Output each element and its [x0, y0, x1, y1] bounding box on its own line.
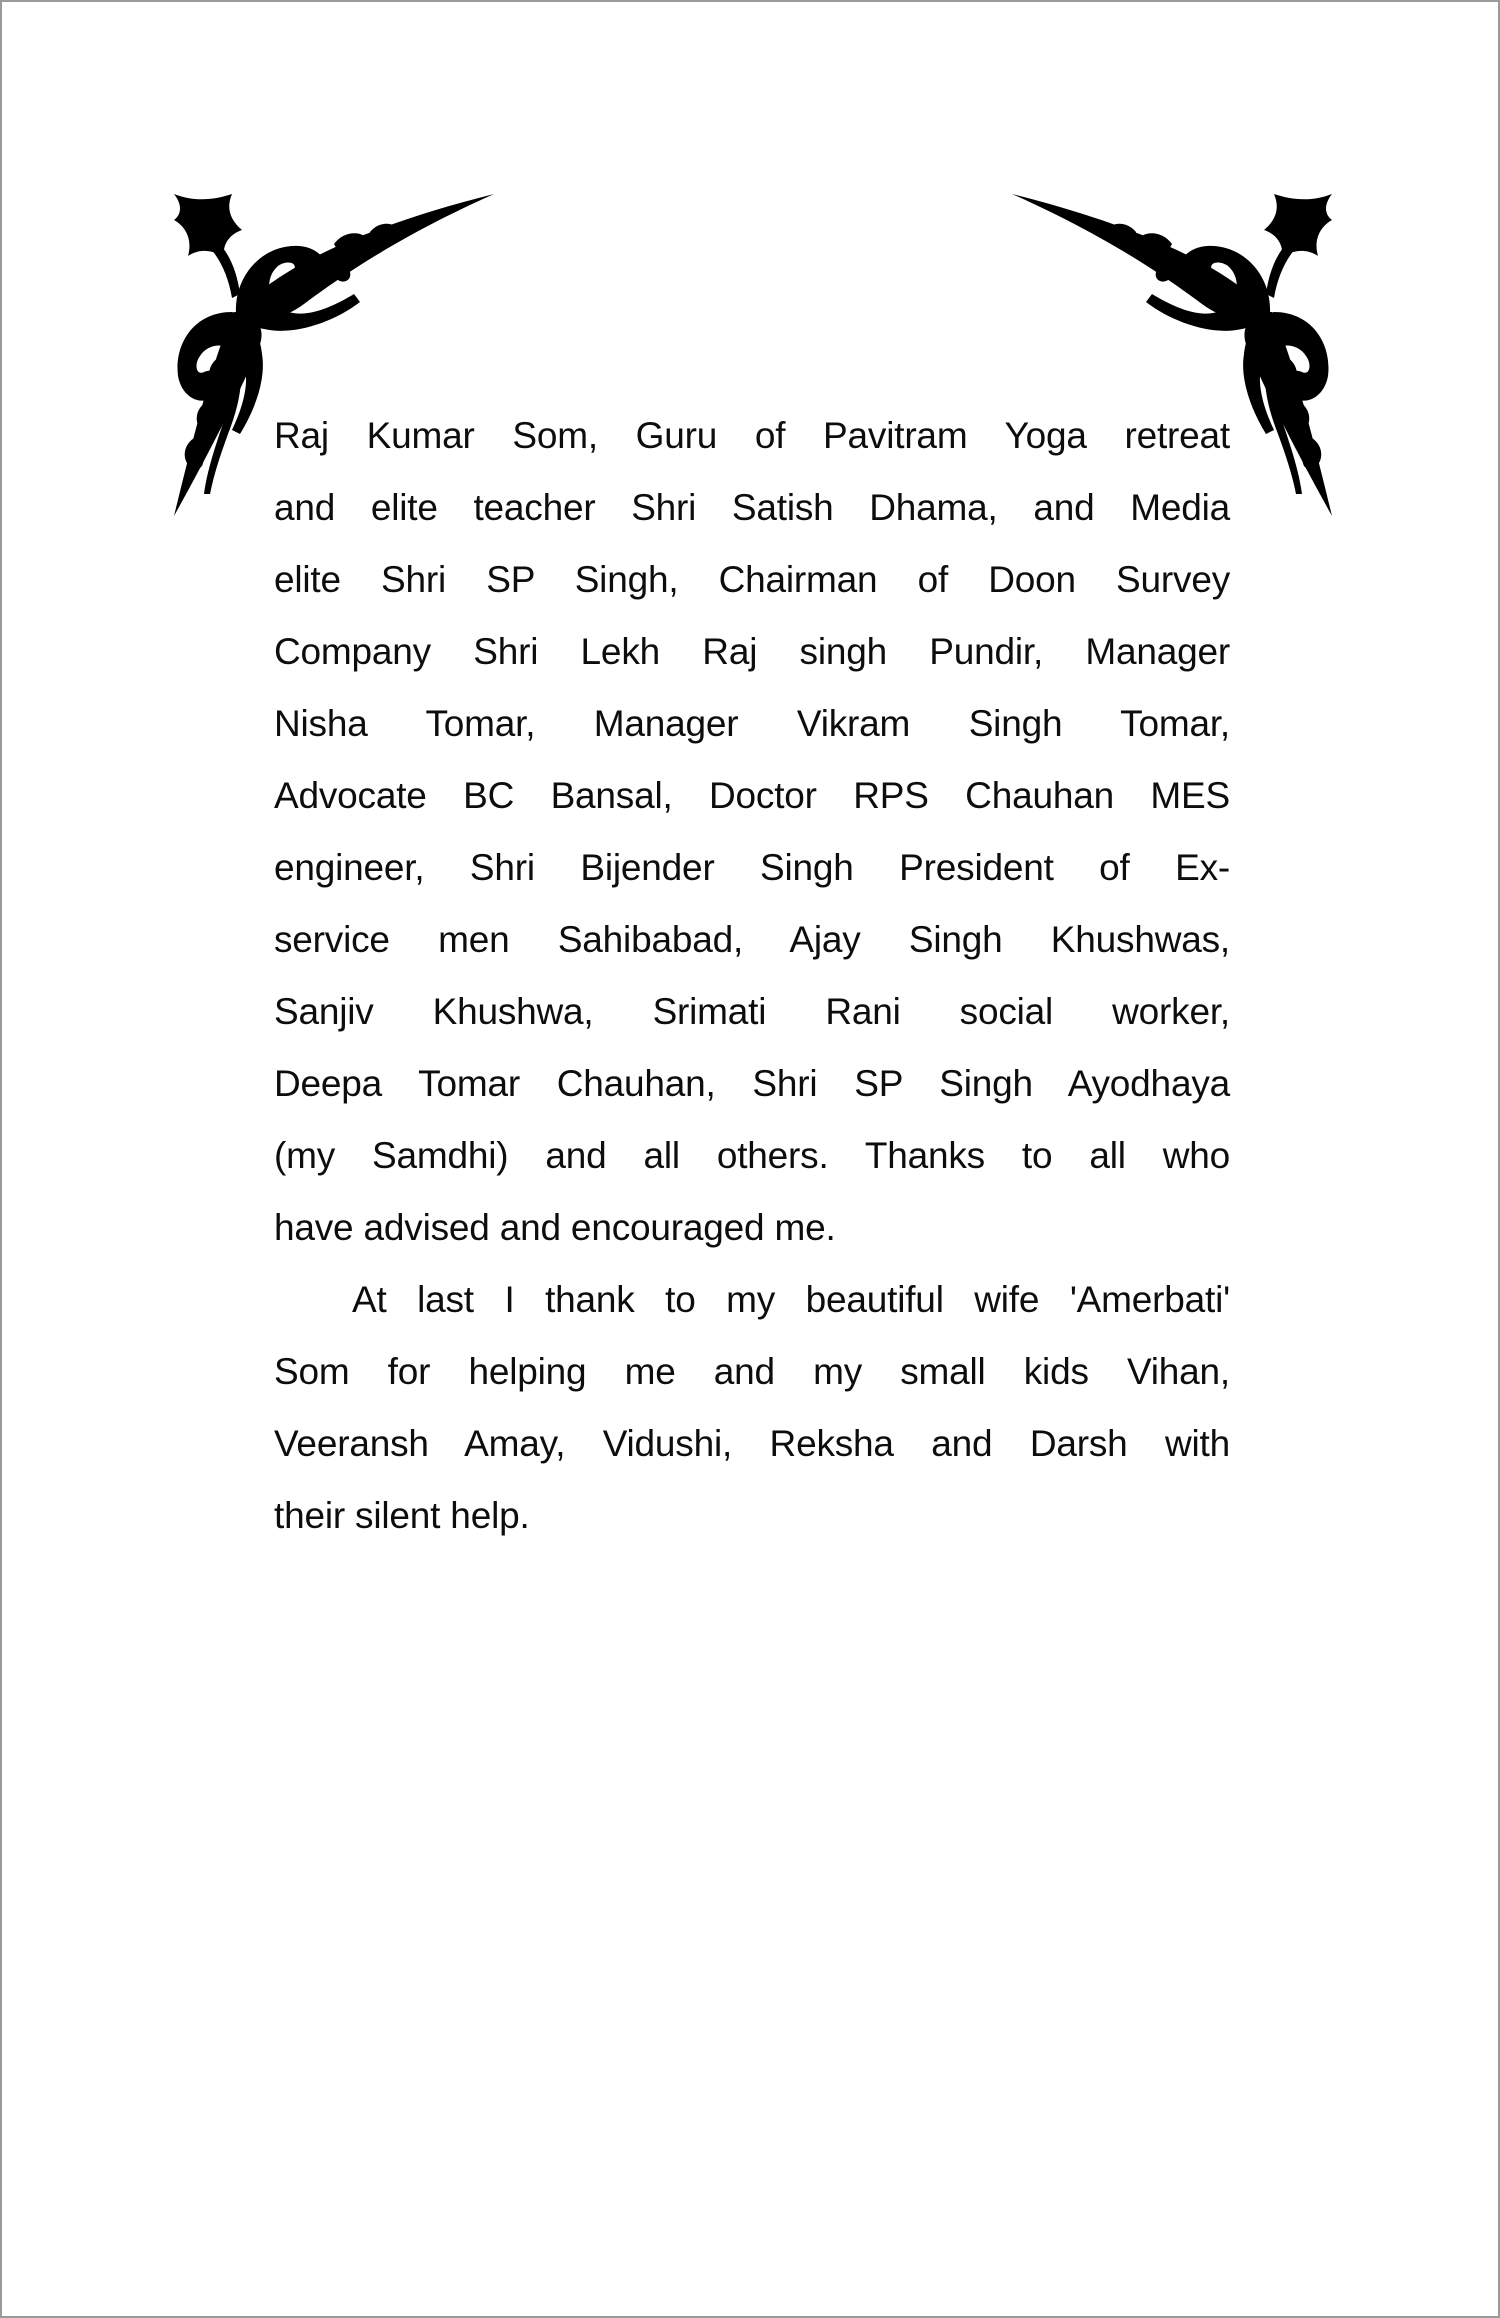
text-line: Advocate BC Bansal, Doctor RPS Chauhan MES — [274, 775, 1230, 816]
paragraph-acknowledgements — [274, 400, 1230, 1264]
text-line: Veeransh Amay, Vidushi, Reksha and Darsh with — [274, 1423, 1230, 1464]
text-line: have advised and encouraged me. — [274, 1207, 836, 1248]
text-line: elite Shri SP Singh, Chairman of Doon Survey — [274, 559, 1230, 600]
text-line: Nisha Tomar, Manager Vikram Singh Tomar, — [274, 703, 1230, 744]
text-line: engineer, Shri Bijender Singh President of Ex- — [274, 847, 1230, 888]
paragraph-family-thanks — [274, 1264, 1230, 1552]
text-line: (my Samdhi) and all others. Thanks to all who — [274, 1135, 1230, 1176]
text-line: service men Sahibabad, Ajay Singh Khushwas, — [274, 919, 1230, 960]
text-line: Deepa Tomar Chauhan, Shri SP Singh Ayodhaya — [274, 1063, 1230, 1104]
text-line: Som for helping me and my small kids Vihan, — [274, 1351, 1230, 1392]
text-line: Sanjiv Khushwa, Srimati Rani social worker, — [274, 991, 1230, 1032]
body-text — [274, 400, 1230, 1552]
text-line: their silent help. — [274, 1495, 530, 1536]
text-line: At last I thank to my beautiful wife 'Amerbati' — [352, 1279, 1230, 1320]
text-line: and elite teacher Shri Satish Dhama, and Media — [274, 487, 1230, 528]
text-line: Company Shri Lekh Raj singh Pundir, Manager — [274, 631, 1230, 672]
text-line: Raj Kumar Som, Guru of Pavitram Yoga retreat — [274, 415, 1230, 456]
